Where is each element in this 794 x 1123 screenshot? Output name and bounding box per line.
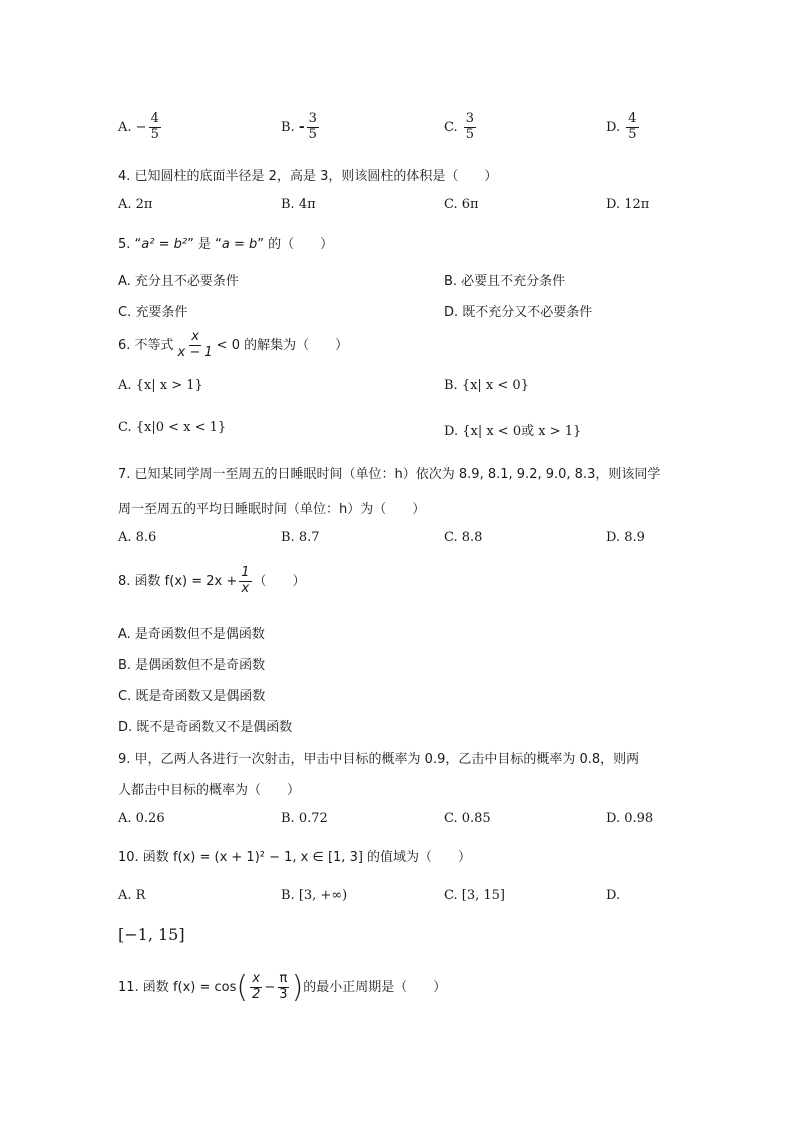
numerator: 3 (465, 111, 475, 126)
stem-text: ” 的（ ） (257, 237, 334, 252)
q3-option-b (281, 112, 321, 143)
q4-option-d: D. 12π (606, 197, 650, 212)
q5-stem (118, 233, 333, 252)
minus-sign: − (264, 980, 276, 995)
fraction (239, 566, 251, 597)
q10-stem: 10. 函数 f(x) = (x + 1)² − 1, x ∈ [1, 3] 的值域为（ ） (118, 850, 472, 865)
q7-option-c: C. 8.8 (444, 530, 483, 545)
q7-option-b: B. 8.7 (281, 530, 320, 545)
q6-stem (118, 330, 348, 361)
denominator: 5 (308, 126, 317, 142)
math-expression: a = b (221, 237, 258, 252)
right-paren-glyph: ) (291, 970, 304, 1005)
q4-option-c: C. 6π (444, 197, 479, 212)
stem-text: 11. 函数 f(x) = cos (118, 980, 237, 995)
q9-stem-line2: 人都击中目标的概率为（ ） (118, 783, 301, 798)
numerator: π (279, 971, 288, 987)
left-paren-glyph: ( (236, 970, 249, 1005)
q4-stem: 4. 已知圆柱的底面半径是 2，高是 3，则该圆柱的体积是（ ） (118, 169, 498, 184)
denominator: x (241, 580, 250, 596)
stem-text: （ ） (253, 573, 306, 589)
numerator: 1 (241, 565, 250, 580)
q10-option-b: B. [3, +∞) (281, 888, 348, 903)
q5-option-c: C. 充要条件 (118, 305, 188, 320)
q6-option-d: D. {x| x < 0或 x > 1} (444, 424, 582, 439)
q9-option-a: A. 0.26 (118, 811, 165, 826)
q3-option-d (606, 112, 641, 143)
q10-option-d-value: [−1, 15] (118, 925, 185, 944)
q10-option-a: A. R (118, 888, 146, 903)
numerator: 3 (308, 111, 317, 126)
fraction (250, 972, 262, 1003)
option-letter: A. (118, 119, 132, 135)
stem-text: 的最小正周期是（ ） (303, 980, 447, 995)
q8-option-a: A. 是奇函数但不是偶函数 (118, 627, 265, 642)
q10-option-d: D. (606, 888, 621, 903)
fraction (626, 112, 638, 143)
numerator: x (252, 971, 261, 987)
fraction (307, 112, 319, 143)
q6-option-c: C. {x|0 < x < 1} (118, 420, 227, 435)
denominator: x − 1 (177, 344, 213, 360)
q10-option-c: C. [3, 15] (444, 888, 505, 903)
q5-option-b: B. 必要且不充分条件 (444, 274, 566, 289)
q9-option-b: B. 0.72 (281, 811, 328, 826)
numerator: 4 (150, 111, 159, 126)
q8-option-d: D. 既不是奇函数又不是偶函数 (118, 720, 293, 735)
sign: − (135, 119, 147, 135)
quote: “ (134, 237, 142, 252)
q9-stem-line1: 9. 甲，乙两人各进行一次射击，甲击中目标的概率为 0.9，乙击中目标的概率为 0.8，则两 (118, 752, 640, 767)
q5-option-d: D. 既不充分又不必要条件 (444, 305, 593, 320)
denominator: 5 (465, 126, 475, 142)
q8-stem (118, 566, 306, 597)
numerator: 4 (628, 111, 637, 126)
fraction (149, 112, 161, 143)
numerator: x (191, 329, 199, 344)
option-letter: B. (281, 119, 295, 135)
denominator: 2 (252, 987, 261, 1002)
q9-option-c: C. 0.85 (444, 811, 491, 826)
q7-stem-line1: 7. 已知某同学周一至周五的日睡眠时间（单位：h）依次为 8.9, 8.1, 9.2, 9.0, 8.3，则该同学 (118, 467, 661, 482)
option-letter: D. (606, 119, 621, 135)
question-number: 5. (118, 237, 135, 252)
q4-option-b: B. 4π (281, 197, 316, 212)
sign: - (298, 118, 305, 135)
q4-option-a: A. 2π (118, 197, 153, 212)
denominator: 3 (279, 987, 288, 1002)
stem-text: ” 是 “ (187, 237, 222, 252)
q5-option-a: A. 充分且不必要条件 (118, 274, 239, 289)
stem-text: 8. 函数 f(x) = 2x + (118, 573, 238, 589)
option-letter: C. (444, 119, 458, 135)
q6-option-a: A. {x| x > 1} (118, 378, 203, 393)
fraction (277, 972, 289, 1003)
denominator: 5 (628, 126, 637, 142)
q11-stem (118, 970, 446, 1005)
q3-option-a (118, 112, 163, 143)
stem-text: 6. 不等式 (118, 337, 174, 353)
fraction (464, 112, 476, 143)
q9-option-d: D. 0.98 (606, 811, 654, 826)
q7-option-d: D. 8.9 (606, 530, 645, 545)
q8-option-b: B. 是偶函数但不是奇函数 (118, 658, 266, 673)
q8-option-c: C. 既是奇函数又是偶函数 (118, 689, 266, 704)
q7-stem-line2: 周一至周五的平均日睡眠时间（单位：h）为（ ） (118, 502, 426, 517)
fraction (176, 330, 215, 361)
q6-option-b: B. {x| x < 0} (444, 378, 529, 393)
q3-option-c (444, 112, 478, 143)
stem-text: < 0 的解集为（ ） (216, 337, 349, 353)
denominator: 5 (150, 126, 159, 142)
math-expression: a² = b² (141, 237, 188, 252)
q7-option-a: A. 8.6 (118, 530, 157, 545)
